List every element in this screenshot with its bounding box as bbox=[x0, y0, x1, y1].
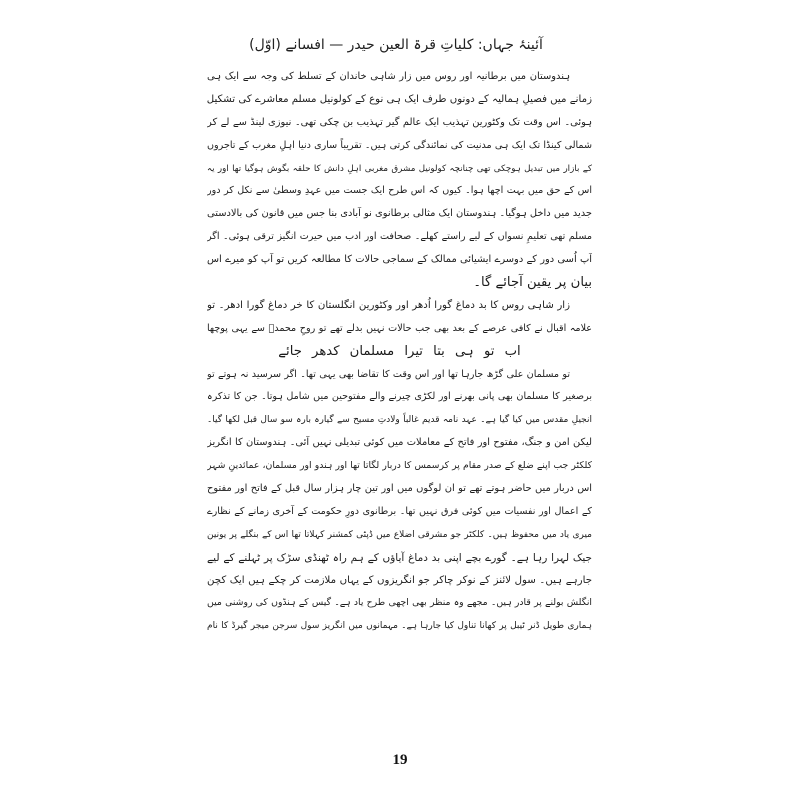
running-header: آئینۂ جہاں: کلیاتِ قرۃ العین حیدر — افسانے (اوّل) bbox=[249, 37, 543, 53]
text-line: اس کے حق میں بہت اچھا ہوا۔ کیوں کہ اس طرح ایک جست میں عہدِ وسطیٰ سے نکل کر دور bbox=[207, 185, 592, 197]
text-line: اس دربار میں حاضر ہوتے تھے تو ان لوگوں میں اور تین چار ہزار سال قبل کے فاتح اور مفتوح bbox=[207, 483, 592, 495]
text-line: برصغیر کا مسلمان بھی پانی بھرنے اور لکڑی چیرنے والے مفتوحین میں شامل ہوتا۔ جن کا تذکرہ bbox=[207, 391, 592, 403]
text-line: شمالی کینڈا تک ایک ہی مدنیت کی نمائندگی کرتی ہیں۔ تقریباً ساری دنیا اہلِ مغرب کے تاجروں bbox=[207, 139, 592, 151]
text-line: بیان پر یقین آجائے گا۔ bbox=[473, 275, 592, 291]
text-line: جارہے ہیں۔ سول لائنز کے نوکر چاکر جو انگریزوں کے یہاں ملازمت کر چکے ہیں ایک کچن bbox=[207, 574, 592, 586]
verse-line: اب تو ہی بتا تیرا مسلمان کدھر جائے bbox=[278, 343, 521, 359]
text-line: مسلم تھی تعلیمِ نسواں کے لیے راستے کھلے۔ صحافت اور ادب میں حیرت انگیز ترقی ہوئی۔ اگر bbox=[207, 231, 592, 243]
text-line: انگلش بولنے پر قادر ہیں۔ مجھے وہ منظر بھی اچھی طرح یاد ہے۔ گیس کے ہنڈوں کی روشنی میں bbox=[207, 597, 592, 609]
text-line: آپ اُسی دور کے دوسرے ایشیائی ممالک کے سماجی حالات کا مطالعہ کریں تو آپ کو میرے اس bbox=[207, 254, 592, 266]
text-line: لیکن امن و جنگ، مفتوح اور فاتح کے معاملات میں کوئی تبدیلی نہیں آئی۔ ہندوستان کا انگریز bbox=[207, 437, 592, 449]
page-body bbox=[207, 66, 592, 638]
text-line: تو مسلمان علی گڑھ جارہا تھا اور اس وقت کا تقاضا بھی یہی تھا۔ اگر سرسید نہ ہوتے تو bbox=[207, 368, 570, 380]
page-number: 19 bbox=[392, 752, 408, 768]
text-line: زمانے میں فصیلِ ہمالیہ کے دونوں طرف ایک ہی نوع کے کولونیل مسلم معاشرے کی تشکیل bbox=[207, 93, 592, 105]
text-line: جدید میں داخل ہوگیا۔ ہندوستان ایک مثالی برطانوی نو آبادی بنا جس میں قانون کی بالادستی bbox=[207, 208, 592, 220]
text-line: ہماری طویل ڈنر ٹیبل پر کھانا تناول کیا جارہا ہے۔ مہمانوں میں انگریز سول سرجن میجر گیرڈ کا نام bbox=[207, 621, 592, 632]
text-line: ہوئی۔ اس وقت تک وکٹورین تہذیب ایک عالم گیر تہذیب بن چکی تھی۔ نیوزی لینڈ سے لے کر bbox=[207, 116, 592, 128]
text-line: جیک لہرا رہا ہے۔ گورے بچے اپنی بد دماغ آیاؤں کے ہم راہ ٹھنڈی سڑک پر ٹہلنے کے لیے bbox=[207, 551, 592, 564]
text-line: کے بازار میں تبدیل ہوچکی تھی چنانچہ کولونیل مشرق مغربی اہلِ دانش کا حلقہ بگوش ہوگیا تھا اور یہ bbox=[207, 163, 592, 174]
text-line: انجیلِ مقدس میں کیا گیا ہے۔ عہد نامہ قدیم غالباً ولادتِ مسیح سے گیارہ بارہ سو سال قبل لکھا گیا۔ bbox=[207, 415, 592, 426]
text-line: کے اعمال اور نفسیات میں کوئی فرق نہیں تھا۔ برطانوی دورِ حکومت کے آخری زمانے کے نظارے bbox=[207, 505, 592, 517]
text-line: ہندوستان میں برطانیہ اور روس میں زار شاہی خاندان کے تسلط کی وجہ سے ایک ہی bbox=[207, 71, 570, 82]
text-line: علامہ اقبال نے کافی عرصے کے بعد بھی جب حالات نہیں بدلے تھے تو روحِ محمدؐ سے یہی پوچھا bbox=[207, 322, 592, 334]
text-line: میری یاد میں محفوظ ہیں۔ کلکٹر جو مشرقی اضلاع میں ڈپٹی کمشنر کہلاتا تھا اس کے بنگلے پر یونین bbox=[207, 529, 592, 540]
text-line: زار شاہی روس کا بد دماغ گورا اُدھر اور وکٹورین انگلستان کا خر دماغ گورا ادھر۔ تو bbox=[207, 299, 570, 311]
text-line: کلکٹر جب اپنے ضلع کے صدر مقام پر کرسمس کا دربار لگاتا تھا اور ہندو اور مسلمان، عمائدینِ شہر bbox=[207, 460, 592, 472]
